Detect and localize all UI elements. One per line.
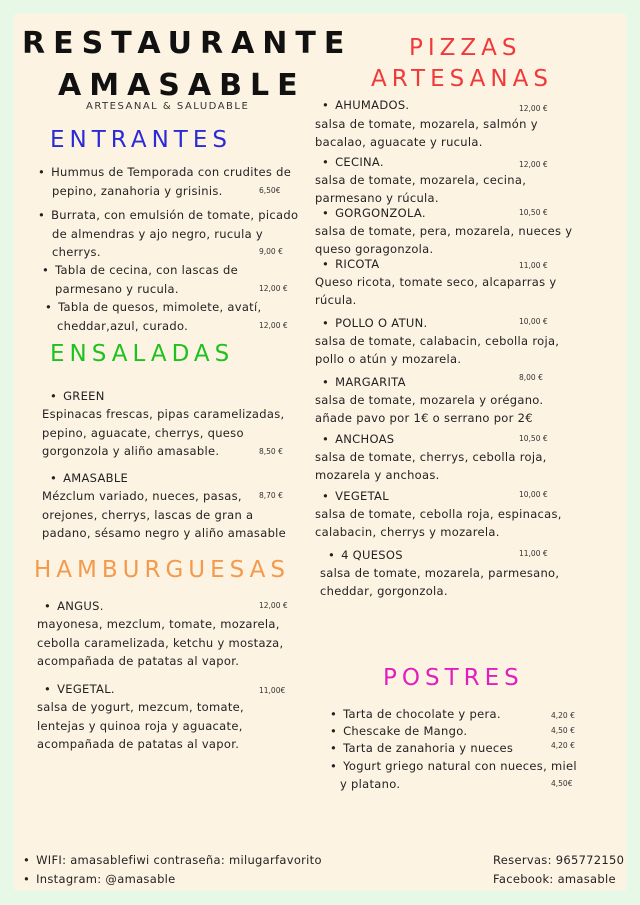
pizza-5-price: 10,00 € [519,317,548,326]
hamburguesas-item-1-line-2: cebolla caramelizada, ketchu y mostaza, [37,636,284,650]
hamburguesas-item-2-price: 11,00€ [259,686,286,695]
pizza-1-line-1: salsa de tomate, mozarela, salmón y [315,117,538,131]
ensaladas-item-2-line-2: orejones, cherrys, lascas de gran a [42,508,254,522]
pizza-8-price: 10,00 € [519,490,548,499]
pizza-9-line-1: salsa de tomate, mozarela, parmesano, [320,566,560,580]
pizza-2-line-2: parmesano y rúcula. [315,191,439,205]
footer-wifi: • WIFI: amasablefiwi contraseña: milugarfavorito [23,853,322,867]
hamburguesas-item-2-name: • VEGETAL. [44,680,115,699]
entrantes-heading: ENTRANTES [50,127,232,153]
ensaladas-item-2-name: • AMASABLE [50,469,128,488]
pizza-3-name: • GORGONZOLA. [322,204,426,223]
pizza-2-line-1: salsa de tomate, mozarela, cecina, [315,173,527,187]
pizza-6-name: • MARGARITA [322,373,406,392]
hamburguesas-item-1-price: 12,00 € [259,601,288,610]
entrantes-item-1-line-1: • Hummus de Temporada con crudites de [38,163,291,182]
entrantes-item-3-price: 12,00 € [259,284,288,293]
entrantes-item-2-line-2: de almendras y ajo negro, rucula y [52,227,263,241]
entrantes-item-3-line-1: • Tabla de cecina, con lascas de [42,261,238,280]
pizzas-heading-line2: ARTESANAS [371,66,553,92]
hamburguesas-item-2-line-3: acompañada de patatas al vapor. [37,737,240,751]
pizza-6-line-1: salsa de tomate, mozarela y orégano. [315,393,544,407]
pizza-5-name: • POLLO O ATUN. [322,314,427,333]
postre-1-line-1: • Tarta de chocolate y pera. [330,705,501,724]
pizza-2-name: • CECINA. [322,153,384,172]
pizza-4-price: 11,00 € [519,261,548,270]
pizza-8-line-1: salsa de tomate, cebolla roja, espinacas, [315,507,562,521]
entrantes-item-2-line-3: cherrys. [52,245,101,259]
pizza-6-price: 8,00 € [519,373,543,382]
restaurant-title-line1: RESTAURANTE [22,26,353,61]
hamburguesas-item-1-name: • ANGUS. [44,597,104,616]
restaurant-subtitle: ARTESANAL & SALUDABLE [86,101,250,112]
pizza-3-price: 10,50 € [519,208,548,217]
ensaladas-item-1-line-3: gorgonzola y aliño amasable. [42,444,220,458]
pizza-7-price: 10,50 € [519,434,548,443]
entrantes-item-1-price: 6,50€ [259,186,281,195]
pizza-7-line-1: salsa de tomate, cherrys, cebolla roja, [315,450,547,464]
ensaladas-item-1-line-2: pepino, aguacate, cherrys, queso [42,426,244,440]
ensaladas-item-1-line-1: Espinacas frescas, pipas caramelizadas, [42,407,285,421]
pizza-3-line-2: queso goragonzola. [315,242,434,256]
entrantes-item-4-price: 12,00 € [259,321,288,330]
pizza-5-line-2: pollo o atún y mozarela. [315,352,462,366]
pizza-9-price: 11,00 € [519,549,548,558]
hamburguesas-heading: HAMBURGUESAS [34,557,291,583]
footer-facebook: Facebook: amasable [493,872,616,886]
pizza-9-name: • 4 QUESOS [328,546,403,565]
postre-1-price: 4,20 € [551,711,575,720]
postre-4-price: 4,50€ [551,779,573,788]
footer-reservas: Reservas: 965772150 [493,853,625,867]
pizza-4-name: • RICOTA [322,255,379,274]
hamburguesas-item-1-line-1: mayonesa, mezclum, tomate, mozarela, [37,617,280,631]
pizza-4-line-1: Queso ricota, tomate seco, alcaparras y [315,275,557,289]
pizza-3-line-1: salsa de tomate, pera, mozarela, nueces y [315,224,573,238]
pizza-5-line-1: salsa de tomate, calabacin, cebolla roja, [315,334,560,348]
pizza-7-line-2: mozarela y anchoas. [315,468,440,482]
pizza-8-name: • VEGETAL [322,487,389,506]
pizza-1-price: 12,00 € [519,104,548,113]
restaurant-title-line2: AMASABLE [58,68,306,103]
postre-3-price: 4,20 € [551,741,575,750]
postre-4-line-2: y platano. [340,777,401,791]
hamburguesas-item-2-line-1: salsa de yogurt, mezcum, tomate, [37,700,245,714]
pizzas-heading-line1: PIZZAS [409,35,522,61]
postres-heading: POSTRES [383,665,524,691]
pizza-9-line-2: cheddar, gorgonzola. [320,584,448,598]
entrantes-item-1-line-2: pepino, zanahoria y grisinis. [52,184,223,198]
postre-3-line-1: • Tarta de zanahoria y nueces [330,739,513,758]
ensaladas-item-2-line-3: padano, sésamo negro y aliño amasable [42,526,287,540]
entrantes-item-3-line-2: parmesano y rucula. [55,282,179,296]
pizza-1-name: • AHUMADOS. [322,96,409,115]
entrantes-item-2-price: 9,00 € [259,247,283,256]
hamburguesas-item-2-line-2: lentejas y quinoa roja y aguacate, [37,719,243,733]
ensaladas-item-1-price: 8,50 € [259,447,283,456]
entrantes-item-2-line-1: • Burrata, con emulsión de tomate, picado [38,206,298,225]
pizza-4-line-2: rúcula. [315,293,357,307]
footer-instagram: • Instagram: @amasable [23,872,176,886]
postre-2-line-1: • Chescake de Mango. [330,722,467,741]
postre-4-line-1: • Yogurt griego natural con nueces, miel [330,757,577,776]
hamburguesas-item-1-line-3: acompañada de patatas al vapor. [37,654,240,668]
ensaladas-item-1-name: • GREEN [50,387,105,406]
ensaladas-heading: ENSALADAS [50,341,235,367]
ensaladas-item-2-price: 8,70 € [259,491,283,500]
pizza-8-line-2: calabacin, cherrys y mozarela. [315,525,500,539]
pizza-6-line-2: añade pavo por 1€ o serrano por 2€ [315,411,533,425]
entrantes-item-4-line-1: • Tabla de quesos, mimolete, avatí, [45,298,261,317]
postre-2-price: 4,50 € [551,726,575,735]
pizza-1-line-2: bacalao, aguacate y rucula. [315,135,483,149]
entrantes-item-4-line-2: cheddar,azul, curado. [57,319,189,333]
pizza-2-price: 12,00 € [519,160,548,169]
pizza-7-name: • ANCHOAS [322,430,394,449]
ensaladas-item-2-line-1: Mézclum variado, nueces, pasas, [42,489,242,503]
